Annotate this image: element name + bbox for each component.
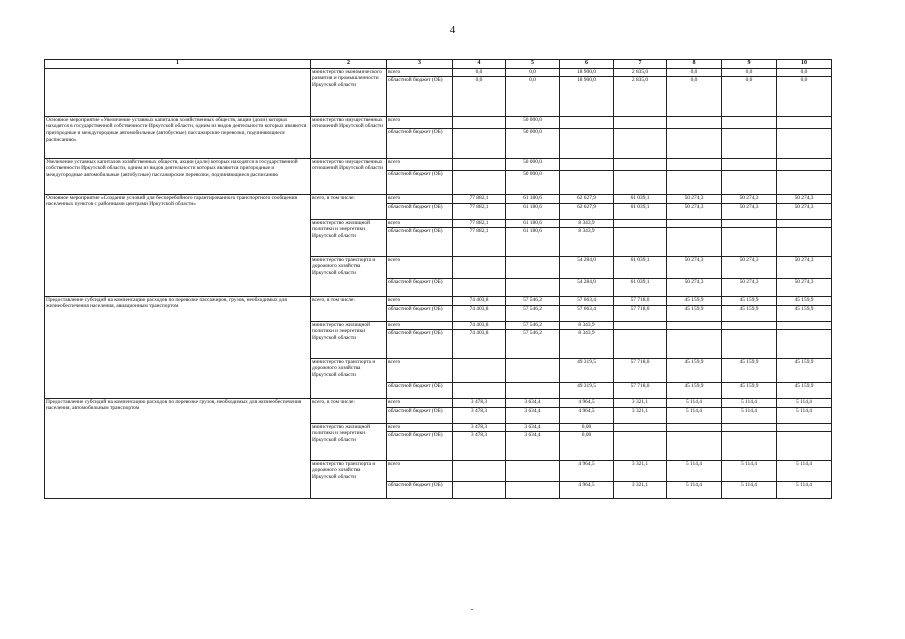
value-cell: 50 000,0 <box>506 116 560 128</box>
funding-source-cell: всего <box>387 68 453 76</box>
value-cell: 61 039,1 <box>614 256 667 278</box>
column-number: 6 <box>560 60 614 69</box>
value-cell: 50 274,3 <box>722 203 777 219</box>
table-row <box>45 398 832 407</box>
value-cell: 45 159,9 <box>667 296 722 305</box>
funding-source-cell: всего <box>387 321 453 329</box>
value-cell <box>667 219 722 227</box>
value-cell <box>453 382 506 398</box>
value-cell: 5 114,4 <box>722 460 777 481</box>
executor-cell: министерство имущественных отношений Иркутской области <box>311 158 387 194</box>
budget-table <box>44 59 832 499</box>
executor-cell: всего, в том числе: <box>311 398 387 423</box>
executor-cell: министерство транспорта и дорожного хозяйства Иркутской области <box>311 460 387 498</box>
value-cell: 49 319,5 <box>560 358 614 382</box>
value-cell <box>560 170 614 194</box>
executor-cell: министерство транспорта и дорожного хозяйства Иркутской области <box>311 256 387 296</box>
value-cell: 0,0 <box>777 76 832 116</box>
funding-source-cell: всего <box>387 219 453 227</box>
funding-source-cell: всего <box>387 116 453 128</box>
value-cell <box>722 423 777 431</box>
executor-cell: всего, в том числе: <box>311 296 387 321</box>
executor-cell: министерство жилищной политики и энергетики Иркутской области <box>311 321 387 358</box>
value-cell: 61 039,1 <box>614 203 667 219</box>
value-cell <box>667 170 722 194</box>
value-cell: 8 343,9 <box>560 219 614 227</box>
value-cell <box>453 358 506 382</box>
value-cell: 5 114,4 <box>722 481 777 498</box>
value-cell: 57 718,0 <box>614 382 667 398</box>
column-number: 5 <box>506 60 560 69</box>
value-cell: 0,0 <box>722 76 777 116</box>
value-cell <box>453 116 506 128</box>
funding-source-cell: областной бюджет (ОБ) <box>387 329 453 358</box>
column-number: 3 <box>387 60 453 69</box>
value-cell <box>667 128 722 158</box>
funding-source-cell: всего <box>387 460 453 481</box>
activity-name: Основное мероприятие «Увеличение уставных капиталов хозяйственных обществ, акции (доли) которых находятся в государственной собственности Иркутской области, одним из видов деятельности которых являются пригородные и междугородные автомобильные (автобусные) пассажирские перевозки, подчиняющиеся расписанию» <box>45 116 311 158</box>
value-cell <box>777 116 832 128</box>
value-cell: 61 039,1 <box>614 194 667 203</box>
value-cell <box>722 227 777 256</box>
value-cell: 3 478,3 <box>453 407 506 423</box>
value-cell <box>777 321 832 329</box>
value-cell <box>560 128 614 158</box>
value-cell <box>614 116 667 128</box>
activity-name: Увеличение уставных капиталов хозяйственных обществ, акции (доли) которых находятся в государственной собственности Иркутской области, одним из видов деятельности которых являются пригородные и междугородные автомобильные (автобусные) пассажирские перевозки, подчиняющиеся расписанию <box>45 158 311 194</box>
value-cell <box>667 321 722 329</box>
value-cell <box>614 321 667 329</box>
value-cell: 5 114,4 <box>722 407 777 423</box>
value-cell: 45 159,9 <box>722 305 777 321</box>
funding-source-cell: областной бюджет (ОБ) <box>387 305 453 321</box>
value-cell: 4 964,5 <box>560 407 614 423</box>
value-cell <box>722 128 777 158</box>
column-number: 4 <box>453 60 506 69</box>
value-cell: 77 882,1 <box>453 227 506 256</box>
value-cell: 45 159,9 <box>722 382 777 398</box>
funding-source-cell: всего <box>387 358 453 382</box>
executor-cell: министерство жилищной политики и энергетики Иркутской области <box>311 219 387 256</box>
value-cell <box>777 170 832 194</box>
value-cell <box>453 481 506 498</box>
activity-name: Основное мероприятие «Создание условий для бесперебойного гарантированного транспортного сообщения населенных пунктов с районными центрами Иркутской области» <box>45 194 311 296</box>
value-cell: 57 718,0 <box>614 305 667 321</box>
value-cell <box>667 227 722 256</box>
value-cell: 57 546,2 <box>506 296 560 305</box>
executor-cell: министерство жилищной политики и энергетики Иркутской области <box>311 423 387 460</box>
executor-cell: министерство имущественных отношений Иркутской области <box>311 116 387 158</box>
value-cell <box>777 219 832 227</box>
value-cell: 0,0 <box>667 76 722 116</box>
value-cell: 3 478,3 <box>453 398 506 407</box>
value-cell: 57 718,0 <box>614 358 667 382</box>
value-cell <box>453 460 506 481</box>
value-cell: 74 403,8 <box>453 329 506 358</box>
value-cell: 3 321,1 <box>614 398 667 407</box>
value-cell: 61 039,1 <box>614 278 667 296</box>
value-cell: 45 159,9 <box>777 305 832 321</box>
value-cell <box>453 256 506 278</box>
table-body <box>45 68 832 498</box>
value-cell <box>777 158 832 170</box>
value-cell <box>667 329 722 358</box>
value-cell: 0,0 <box>453 76 506 116</box>
value-cell: 5 114,4 <box>777 407 832 423</box>
value-cell: 61 180,6 <box>506 227 560 256</box>
value-cell <box>777 423 832 431</box>
column-number: 8 <box>667 60 722 69</box>
value-cell: 8 343,9 <box>560 321 614 329</box>
funding-source-cell: областной бюджет (ОБ) <box>387 407 453 423</box>
value-cell: 57 663,4 <box>560 296 614 305</box>
value-cell: 5 114,4 <box>777 481 832 498</box>
value-cell: 50 274,3 <box>777 203 832 219</box>
funding-source-cell: всего <box>387 423 453 431</box>
value-cell: 54 284,0 <box>560 256 614 278</box>
value-cell <box>453 158 506 170</box>
value-cell: 0,0 <box>506 68 560 76</box>
value-cell <box>667 431 722 460</box>
value-cell: 5 114,4 <box>667 460 722 481</box>
value-cell: 3 478,3 <box>453 431 506 460</box>
table-row <box>45 68 832 76</box>
value-cell <box>506 358 560 382</box>
value-cell: 5 114,4 <box>667 481 722 498</box>
value-cell: 0,0 <box>506 76 560 116</box>
funding-source-cell: всего <box>387 194 453 203</box>
value-cell <box>614 170 667 194</box>
value-cell: 45 159,9 <box>667 358 722 382</box>
value-cell: 74 403,8 <box>453 321 506 329</box>
value-cell <box>722 170 777 194</box>
value-cell: 2 835,0 <box>614 76 667 116</box>
column-number: 9 <box>722 60 777 69</box>
value-cell <box>453 128 506 158</box>
value-cell: 50 000,0 <box>506 128 560 158</box>
executor-cell: всего, в том числе: <box>311 194 387 219</box>
table-row <box>45 194 832 203</box>
value-cell <box>722 158 777 170</box>
value-cell: 4 964,5 <box>560 398 614 407</box>
value-cell: 50 274,3 <box>667 203 722 219</box>
value-cell: 61 180,6 <box>506 194 560 203</box>
value-cell <box>777 128 832 158</box>
value-cell: 50 274,3 <box>667 278 722 296</box>
value-cell: 62 627,9 <box>560 194 614 203</box>
value-cell: 57 546,2 <box>506 321 560 329</box>
value-cell <box>506 256 560 278</box>
value-cell: 74 403,8 <box>453 305 506 321</box>
table-row <box>45 116 832 128</box>
value-cell: 61 180,6 <box>506 203 560 219</box>
value-cell: 3 321,1 <box>614 481 667 498</box>
value-cell <box>722 329 777 358</box>
value-cell <box>560 116 614 128</box>
value-cell <box>722 219 777 227</box>
value-cell: 57 546,2 <box>506 329 560 358</box>
value-cell: 50 000,0 <box>506 170 560 194</box>
value-cell: 3 634,4 <box>506 423 560 431</box>
value-cell: 4 964,5 <box>560 460 614 481</box>
value-cell: 77 882,1 <box>453 219 506 227</box>
value-cell: 57 718,0 <box>614 296 667 305</box>
value-cell: 18 900,0 <box>560 68 614 76</box>
column-number-row <box>45 60 832 69</box>
value-cell: 3 321,1 <box>614 407 667 423</box>
value-cell: 0,00 <box>560 423 614 431</box>
funding-source-cell: областной бюджет (ОБ) <box>387 278 453 296</box>
funding-source-cell: областной бюджет (ОБ) <box>387 227 453 256</box>
value-cell <box>667 423 722 431</box>
value-cell <box>614 431 667 460</box>
value-cell: 5 114,4 <box>777 460 832 481</box>
activity-name: Предоставление субсидий на компенсацию расходов по перевозке пассажиров, грузов, необходимых для жизнеобеспечения населения, авиационным транспортом <box>45 296 311 398</box>
value-cell: 45 159,9 <box>667 382 722 398</box>
value-cell: 50 274,3 <box>777 278 832 296</box>
column-number: 1 <box>45 60 311 69</box>
value-cell: 3 634,4 <box>506 431 560 460</box>
value-cell: 62 627,9 <box>560 203 614 219</box>
value-cell: 77 882,1 <box>453 203 506 219</box>
value-cell: 18 900,0 <box>560 76 614 116</box>
page-number: 4 <box>449 24 456 36</box>
activity-name: Предоставление субсидий на компенсацию расходов по перевозке грузов, необходимых для жизнеобеспечения населения, автомобильным транспортом <box>45 398 311 498</box>
value-cell <box>722 116 777 128</box>
value-cell: 57 546,2 <box>506 305 560 321</box>
value-cell <box>722 431 777 460</box>
value-cell <box>614 158 667 170</box>
value-cell: 61 180,6 <box>506 219 560 227</box>
table-row <box>45 158 832 170</box>
value-cell <box>614 128 667 158</box>
value-cell: 0,0 <box>667 68 722 76</box>
value-cell: 8 343,9 <box>560 227 614 256</box>
value-cell <box>614 219 667 227</box>
funding-source-cell: областной бюджет (ОБ) <box>387 203 453 219</box>
value-cell: 4 964,5 <box>560 481 614 498</box>
value-cell <box>506 460 560 481</box>
value-cell: 77 882,1 <box>453 194 506 203</box>
table-row <box>45 296 832 305</box>
funding-source-cell: всего <box>387 158 453 170</box>
value-cell <box>614 227 667 256</box>
value-cell: 0,0 <box>453 68 506 76</box>
activity-name <box>45 68 311 116</box>
funding-source-cell: областной бюджет (ОБ) <box>387 170 453 194</box>
value-cell: 3 634,4 <box>506 407 560 423</box>
value-cell <box>722 321 777 329</box>
value-cell: 45 159,9 <box>667 305 722 321</box>
value-cell: 50 274,3 <box>722 194 777 203</box>
value-cell <box>777 227 832 256</box>
value-cell: 0,00 <box>560 431 614 460</box>
funding-source-cell: всего <box>387 296 453 305</box>
value-cell: 3 478,3 <box>453 423 506 431</box>
value-cell: 45 159,9 <box>722 296 777 305</box>
value-cell <box>614 329 667 358</box>
value-cell: 5 114,4 <box>722 398 777 407</box>
value-cell: 8 343,9 <box>560 329 614 358</box>
value-cell: 3 321,1 <box>614 460 667 481</box>
value-cell: 57 663,4 <box>560 305 614 321</box>
value-cell <box>506 278 560 296</box>
value-cell: 74 403,8 <box>453 296 506 305</box>
funding-source-cell: областной бюджет (ОБ) <box>387 382 453 398</box>
executor-cell: министерство транспорта и дорожного хозяйства Иркутской области <box>311 358 387 398</box>
value-cell: 45 159,9 <box>722 358 777 382</box>
value-cell <box>667 158 722 170</box>
funding-source-cell: областной бюджет (ОБ) <box>387 481 453 498</box>
column-number: 10 <box>777 60 832 69</box>
value-cell <box>506 481 560 498</box>
value-cell <box>667 116 722 128</box>
value-cell <box>614 423 667 431</box>
value-cell: 50 274,3 <box>777 256 832 278</box>
value-cell: 50 000,0 <box>506 158 560 170</box>
value-cell: 50 274,3 <box>777 194 832 203</box>
value-cell: 54 284,0 <box>560 278 614 296</box>
value-cell: 50 274,3 <box>667 194 722 203</box>
executor-cell: министерство экономического развития и промышленности Иркутской области <box>311 68 387 116</box>
value-cell <box>453 278 506 296</box>
funding-source-cell: областной бюджет (ОБ) <box>387 128 453 158</box>
value-cell: 5 114,4 <box>667 398 722 407</box>
funding-source-cell: всего <box>387 256 453 278</box>
value-cell: 50 274,3 <box>722 256 777 278</box>
funding-source-cell: областной бюджет (ОБ) <box>387 76 453 116</box>
value-cell <box>560 158 614 170</box>
value-cell: 0,0 <box>722 68 777 76</box>
value-cell <box>453 170 506 194</box>
value-cell: 3 634,4 <box>506 398 560 407</box>
value-cell: 50 274,3 <box>722 278 777 296</box>
funding-source-cell: областной бюджет (ОБ) <box>387 431 453 460</box>
value-cell: 50 274,3 <box>667 256 722 278</box>
value-cell: 5 114,4 <box>667 407 722 423</box>
value-cell: 2 835,0 <box>614 68 667 76</box>
value-cell <box>777 329 832 358</box>
value-cell <box>777 431 832 460</box>
value-cell: 0,0 <box>777 68 832 76</box>
column-number: 7 <box>614 60 667 69</box>
value-cell: 45 159,9 <box>777 382 832 398</box>
value-cell: 49 319,5 <box>560 382 614 398</box>
funding-source-cell: всего <box>387 398 453 407</box>
value-cell: 45 159,9 <box>777 358 832 382</box>
value-cell: 45 159,9 <box>777 296 832 305</box>
value-cell <box>506 382 560 398</box>
scan-speck <box>471 609 473 610</box>
column-number: 2 <box>311 60 387 69</box>
value-cell: 5 114,4 <box>777 398 832 407</box>
